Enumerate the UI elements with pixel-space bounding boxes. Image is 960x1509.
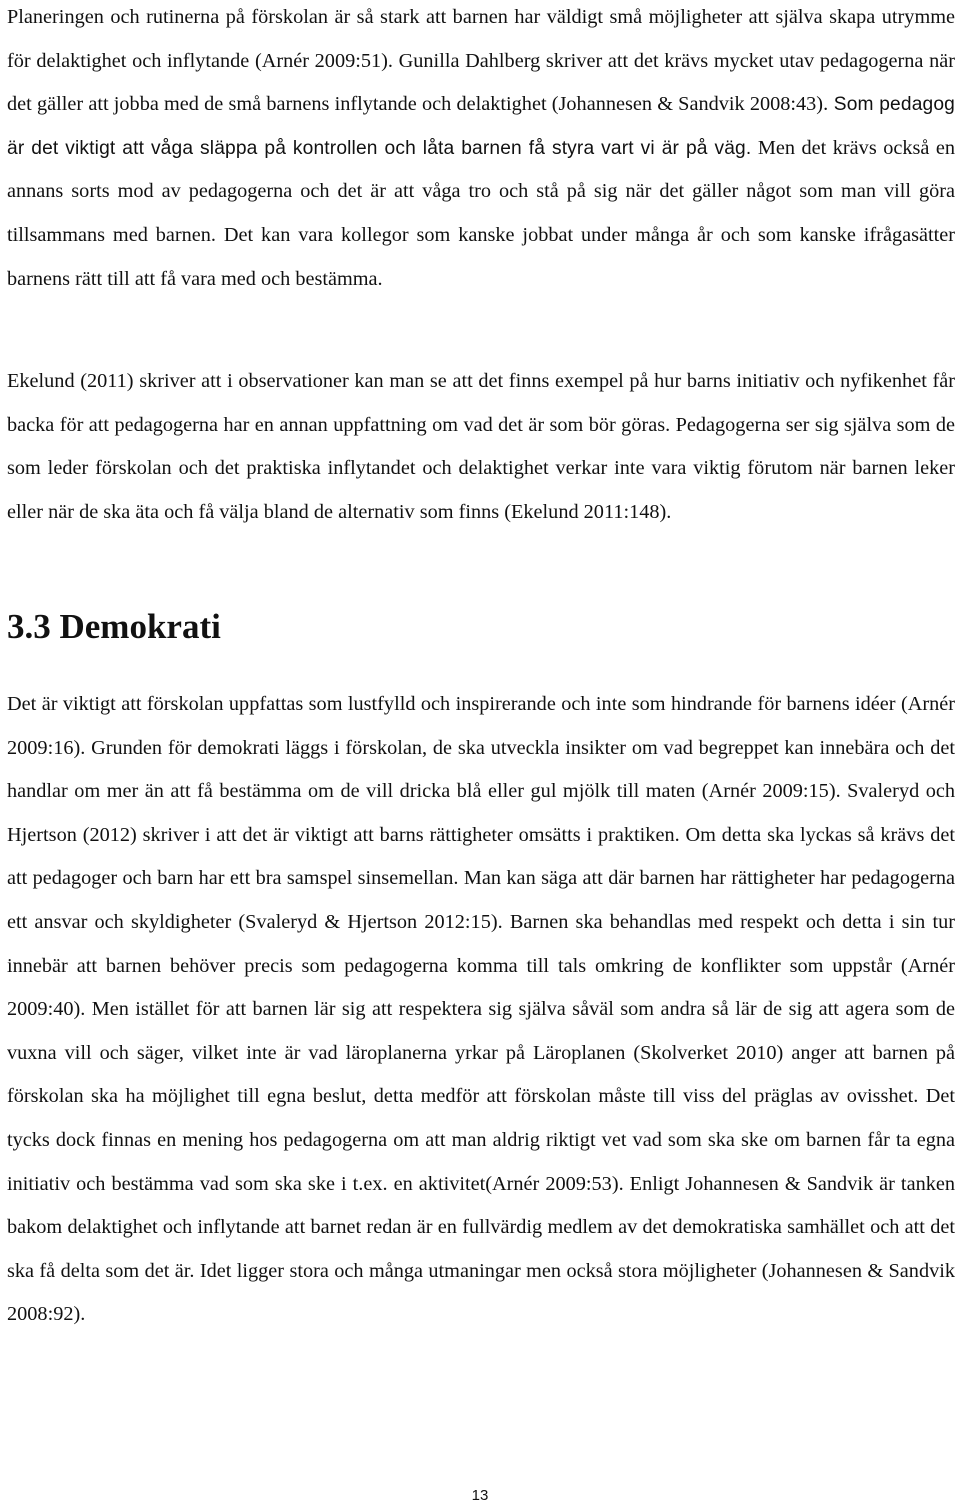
- body-paragraph-2: Ekelund (2011) skriver att i observationer kan man se att det finns exempel på hur barns initiativ och nyfikenhet får backa för att pedagogerna har en annan uppfattning om vad det är som bör göras. Pedagogerna ser sig själva som de som leder förskolan och det praktiska inflytandet och delaktighet verkar inte vara viktig förutom när barnen leker eller när de ska äta och få välja bland de alternativ som finns (Ekelund 2011:148).: [7, 370, 955, 523]
- page-number: 13: [471, 1487, 489, 1504]
- paragraph-1-run-4: Det kan vara kollegor som kanske jobbat under många år och som kanske ifrågasätter barnens rätt till att få vara med och bestämma.: [7, 223, 956, 290]
- paragraph-1-run-3: Men det krävs också en annans sorts mod av pedagogerna och det är att våga tro och stå på sig när det gäller något som man vill göra tillsammans med barnen.: [7, 136, 955, 246]
- body-paragraph-1: [7, 0, 955, 301]
- paragraph-1-run-2: Som pedagog är det viktigt att våga släppa på kontrollen och låta barnen få styra vart vi är på väg.: [7, 94, 955, 159]
- section-heading: 3.3 Demokrati: [7, 607, 221, 646]
- body-paragraph-3: Det är viktigt att förskolan uppfattas som lustfylld och inspirerande och inte som hindrande för barnens idéer (Arnér 2009:16). Grunden för demokrati läggs i förskolan, de ska utveckla insikter om vad begreppet kan innebära och det handlar om mer än att få bestämma om de vill dricka blå eller gul mjölk till maten (Arnér 2009:15). Svaleryd och Hjertson (2012) skriver i att det är viktigt att barns rättigheter omsätts i praktiken. Om detta ska lyckas så krävs det att pedagoger och barn har ett bra samspel sinsemellan. Man kan säga att där barnen har rättigheter har pedagogerna ett ansvar och skyldigheter (Svaleryd & Hjertson 2012:15). Barnen ska behandlas med respekt och detta i sin tur innebär att barnen behöver precis som pedagogerna komma till tals omkring de konflikter som uppstår (Arnér 2009:40). Men istället för att barnen lär sig att respektera sig själva såväl som andra så lär de sig att agera som de vuxna vill och säger, vilket inte är vad läroplanerna yrkar på Läroplanen (Skolverket 2010) anger att barnen på förskolan ska ha möjlighet till egna beslut, detta medför att förskolan måste till viss del präglas av ovisshet. Det tycks dock finnas en mening hos pedagogerna om att man aldrig riktigt vet vad som ska ske om barnen får ta egna initiativ och bestämma vad som ska ske i t.ex. en aktivitet(Arnér 2009:53). Enligt Johannesen & Sandvik är tanken bakom delaktighet och inflytande att barnet redan är en fullvärdig medlem av det demokratiska samhället och att det ska få delta som det är. Idet ligger stora och många utmaningar men också stora möjligheter (Johannesen & Sandvik 2008:92).: [7, 693, 955, 1326]
- paragraph-1-run-1: Planeringen och rutinerna på förskolan är så stark att barnen har väldigt små möjligheter att själva skapa utrymme för delaktighet och inflytande (Arnér 2009:51). Gunilla Dahlberg skriver att det krävs mycket utav pedagogerna när det gäller att jobba med de små barnens inflytande och delaktighet (Johannesen & Sandvik 2008:43).: [7, 6, 955, 116]
